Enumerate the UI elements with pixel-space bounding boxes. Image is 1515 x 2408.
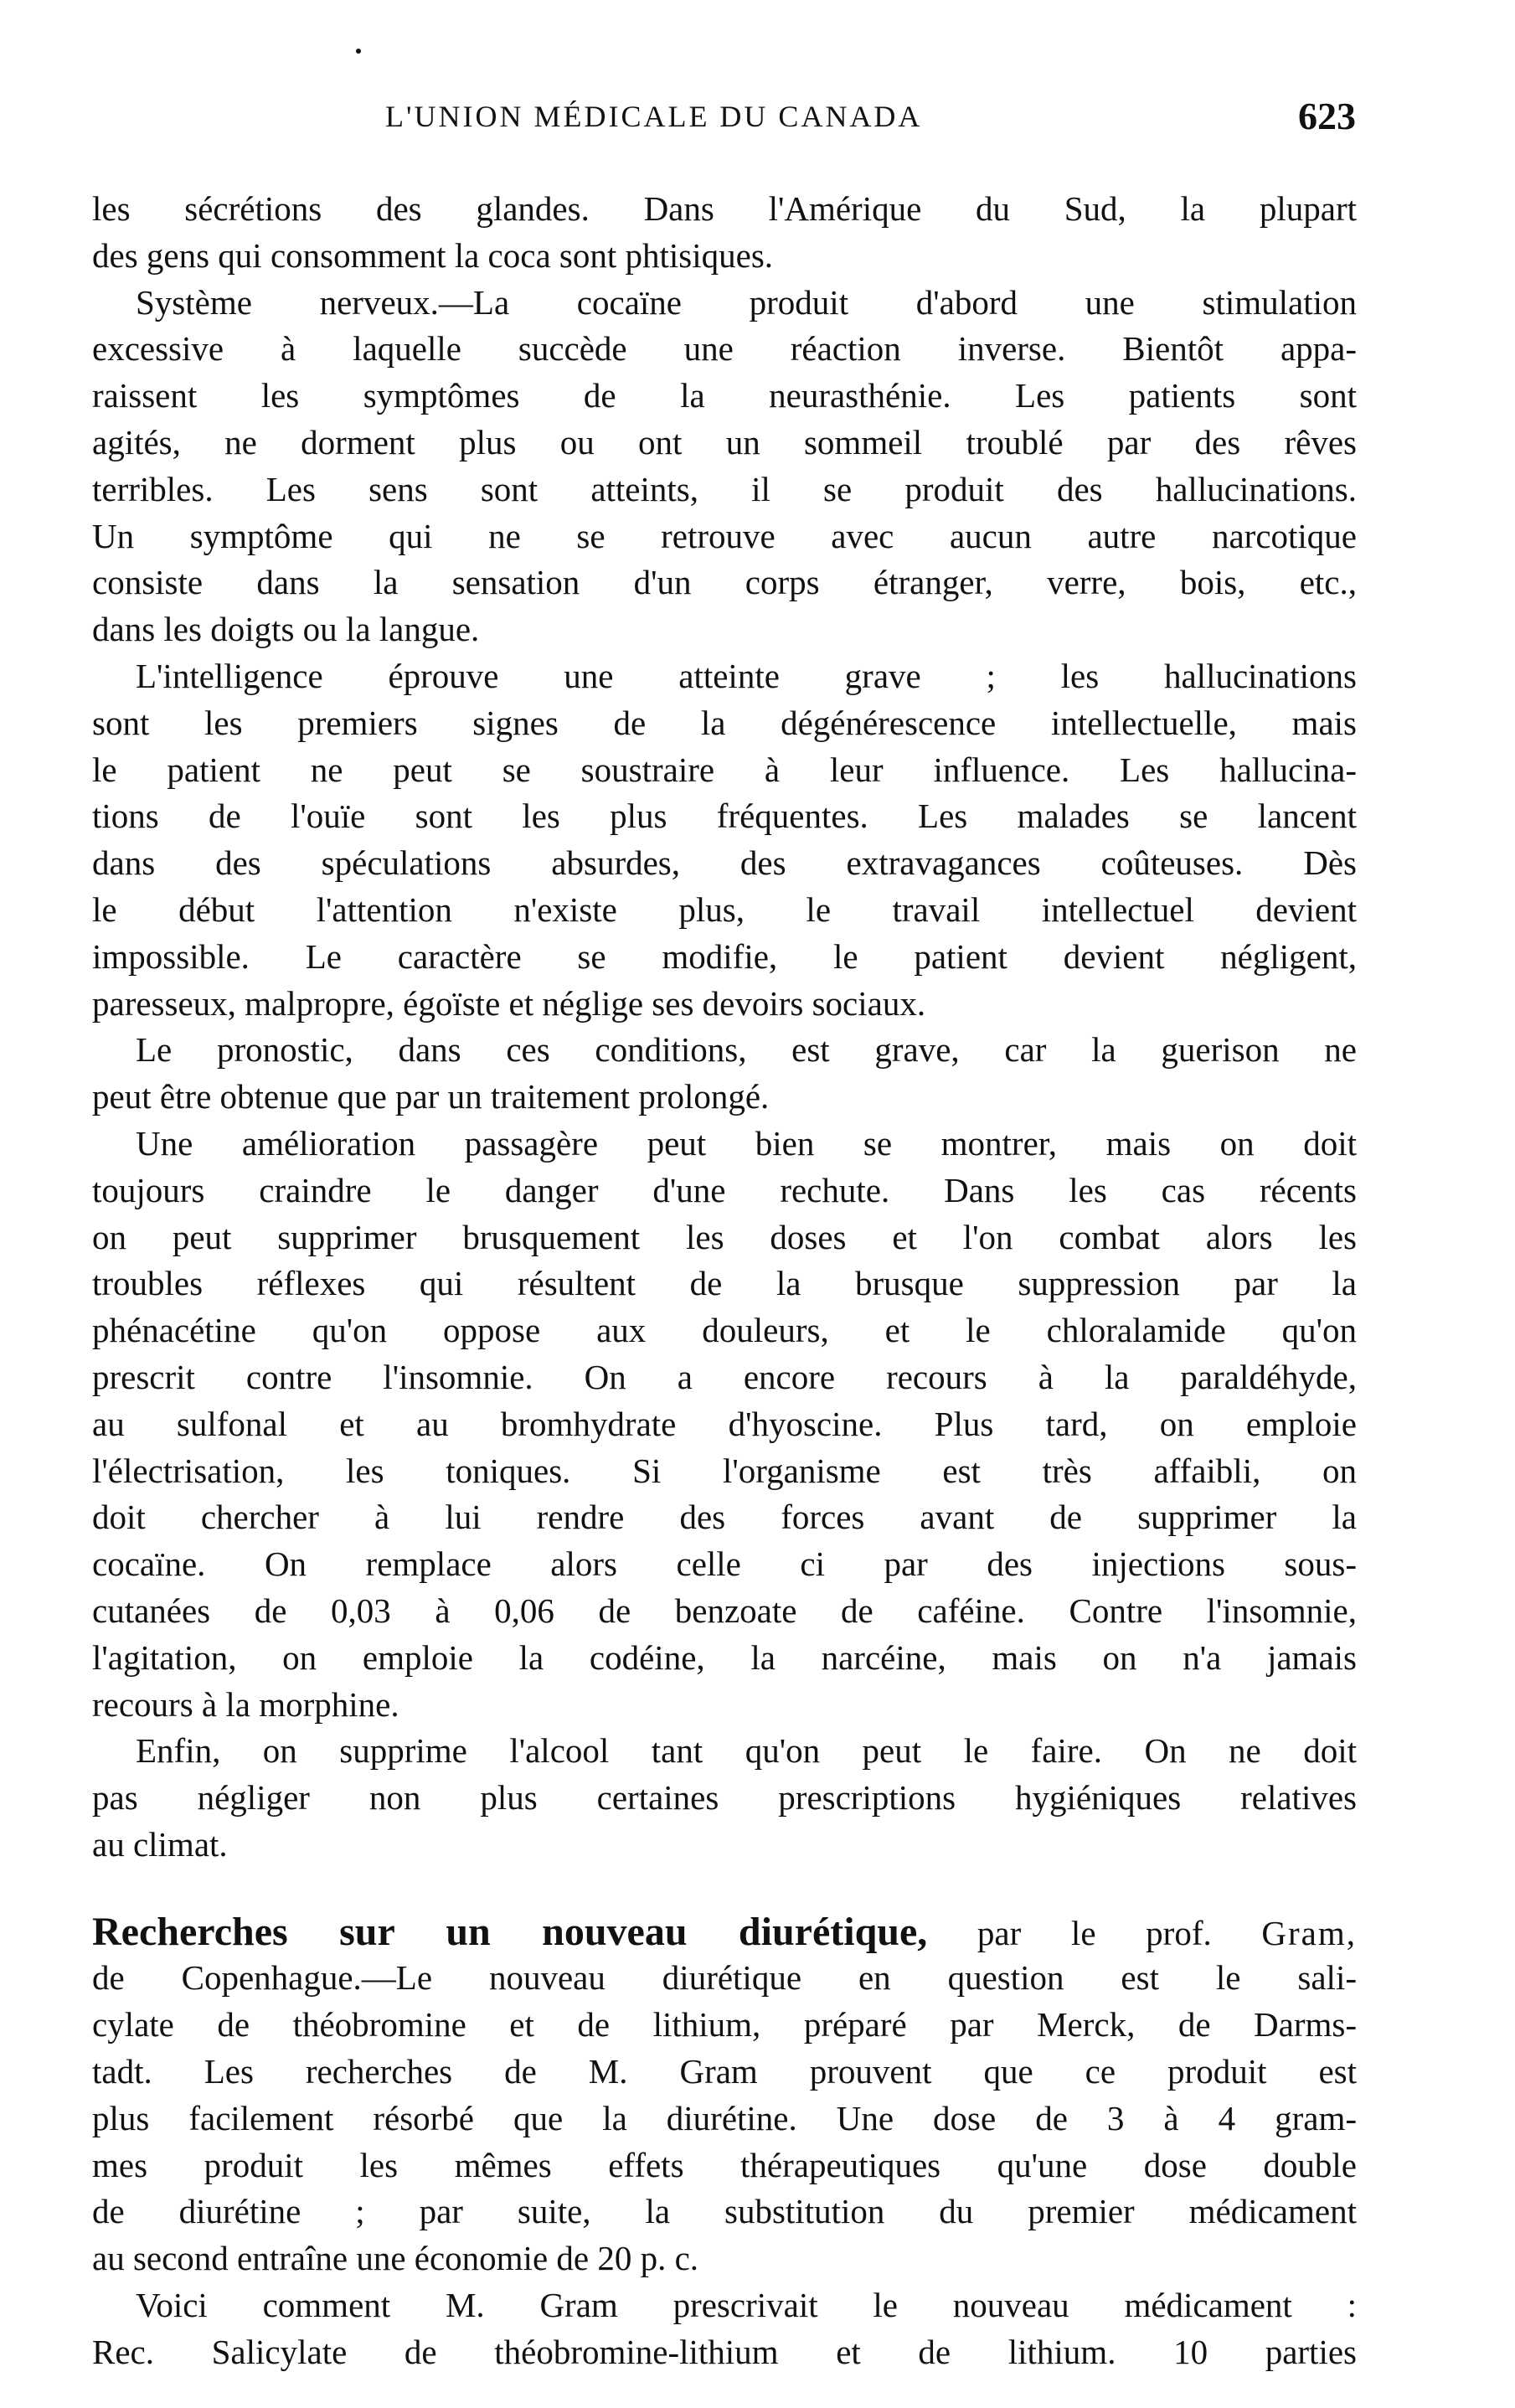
running-title: L'UNION MÉDICALE DU CANADA — [385, 100, 923, 133]
text-line: dans les doigts ou la langue. — [92, 610, 480, 649]
text-line: tions de l'ouïe sont les plus fréquentes. Les malades se lancent — [92, 797, 1357, 836]
text-line: le début l'attention n'existe plus, le travail intellectuel devient — [92, 889, 1357, 929]
text-line: peut être obtenue que par un traitement prolongé. — [92, 1077, 770, 1116]
text-line: plus facilement résorbé que la diurétine. Une dose de 3 à 4 gram- — [92, 2098, 1357, 2137]
text-line: cocaïne. On remplace alors celle ci par des injections sous- — [92, 1544, 1357, 1584]
text-line: dans des spéculations absurdes, des extravagances coûteuses. Dès — [92, 843, 1357, 883]
section-byline: par le prof. — [927, 1913, 1262, 1952]
text-line: excessive à laquelle succède une réaction inverse. Bientôt appa- — [92, 329, 1357, 369]
text-line: troubles réflexes qui résultent de la brusque suppression par la — [92, 1264, 1357, 1303]
text-line: agités, ne dorment plus ou ont un sommeil troublé par des rêves — [92, 422, 1357, 461]
section-author: Gram, — [1261, 1913, 1357, 1952]
text-line: Système nerveux.—La cocaïne produit d'abord une stimulation — [136, 282, 1357, 322]
text-line: Rec. Salicylate de théobromine-lithium et de lithium. 10 parties — [92, 2332, 1357, 2371]
text-line: cutanées de 0,03 à 0,06 de benzoate de caféine. Contre l'insomnie, — [92, 1591, 1357, 1630]
text-line: prescrit contre l'insomnie. On a encore recours à la paraldéhyde, — [92, 1357, 1357, 1396]
text-line: raissent les symptômes de la neurasthénie. Les patients sont — [92, 376, 1357, 415]
text-line: de Copenhague.—Le nouveau diurétique en question est le sali- — [92, 1958, 1357, 1998]
text-line: Le pronostic, dans ces conditions, est grave, car la guerison ne — [136, 1030, 1357, 1070]
text-line: au second entraîne une économie de 20 p. c. — [92, 2239, 699, 2278]
text-line: mes produit les mêmes effets thérapeutiques qu'une dose double — [92, 2145, 1357, 2184]
text-line: terribles. Les sens sont atteints, il se produit des hallucinations. — [92, 469, 1357, 508]
text-line: on peut supprimer brusquement les doses et l'on combat alors les — [92, 1217, 1357, 1256]
text-line: Voici comment M. Gram prescrivait le nouveau médicament : — [136, 2286, 1357, 2325]
page-body — [92, 186, 1357, 2376]
text-line: pas négliger non plus certaines prescriptions hygiéniques relatives — [92, 1778, 1357, 1818]
text-line: l'électrisation, les toniques. Si l'organisme est très affaibli, on — [92, 1451, 1357, 1490]
text-line: le patient ne peut se soustraire à leur influence. Les hallucina- — [92, 750, 1357, 789]
text-line: sont les premiers signes de la dégénérescence intellectuelle, mais — [92, 703, 1357, 742]
text-line: consiste dans la sensation d'un corps étranger, verre, bois, etc., — [92, 563, 1357, 602]
ink-speck — [356, 49, 361, 54]
text-line: cylate de théobromine et de lithium, préparé par Merck, de Darms- — [92, 2005, 1357, 2044]
page-header — [0, 95, 1515, 149]
text-line: recours à la morphine. — [92, 1684, 399, 1724]
text-line: tadt. Les recherches de M. Gram prouvent que ce produit est — [92, 2052, 1357, 2091]
text-line: Une amélioration passagère peut bien se montrer, mais on doit — [136, 1123, 1357, 1163]
text-line: l'agitation, on emploie la codéine, la narcéine, mais on n'a jamais — [92, 1637, 1357, 1677]
text-line: de diurétine ; par suite, la substitution du premier médicament — [92, 2192, 1357, 2231]
text-line: au climat. — [92, 1824, 228, 1864]
text-line: phénacétine qu'on oppose aux douleurs, et le chloralamide qu'on — [92, 1311, 1357, 1350]
text-line: des gens qui consomment la coca sont phtisiques. — [92, 235, 774, 275]
text-line: impossible. Le caractère se modifie, le patient devient négligent, — [92, 936, 1357, 976]
page-number: 623 — [1298, 95, 1356, 137]
text-line: Enfin, on supprime l'alcool tant qu'on peut le faire. On ne doit — [136, 1731, 1357, 1771]
section-title: Recherches sur un nouveau diurétique, — [92, 1909, 928, 1954]
text-line: Un symptôme qui ne se retrouve avec aucun autre narcotique — [92, 516, 1357, 555]
text-line: au sulfonal et au bromhydrate d'hyoscine. Plus tard, on emploie — [92, 1404, 1357, 1443]
text-line: toujours craindre le danger d'une rechute. Dans les cas récents — [92, 1170, 1357, 1209]
text-line: les sécrétions des glandes. Dans l'Amérique du Sud, la plupart — [92, 189, 1357, 228]
text-line: doit chercher à lui rendre des forces avant de supprimer la — [92, 1498, 1357, 1537]
text-line: paresseux, malpropre, égoïste et néglige ses devoirs sociaux. — [92, 983, 926, 1023]
text-line: L'intelligence éprouve une atteinte grave ; les hallucinations — [136, 656, 1357, 695]
section-heading-line — [92, 1909, 1357, 1956]
